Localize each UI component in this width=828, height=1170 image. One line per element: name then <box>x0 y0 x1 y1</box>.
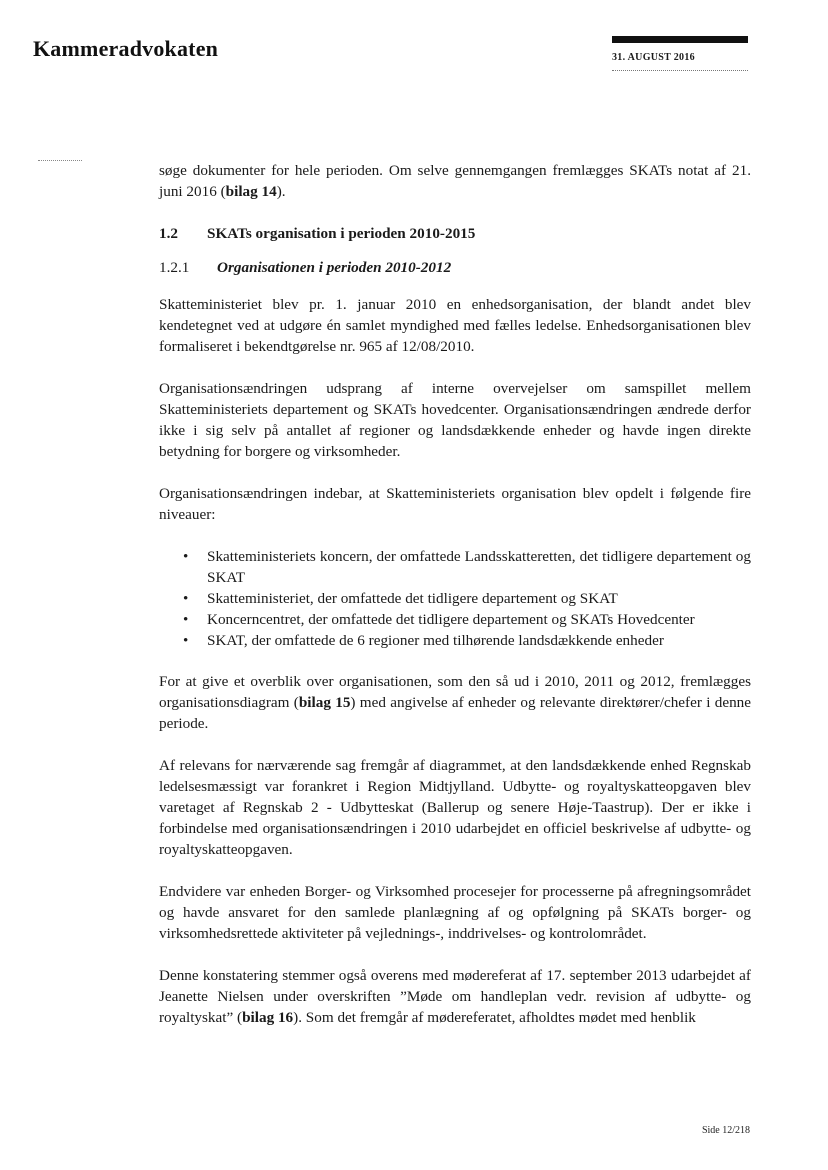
date-divider <box>612 70 748 71</box>
paragraph-7: Denne konstatering stemmer også overens med mødereferat af 17. september 2013 udarbejdet af Jeanette Nielsen under overskriften ”Møde om handleplan vedr. revision af udbytte- og royaltyskat” (bilag 16). Som det fremgår af mødereferatet, afholdtes mødet med henblik <box>159 967 751 1026</box>
subsection-title: Organisationen i perioden 2010-2012 <box>217 259 452 276</box>
list-item: • Koncerncentret, der omfattede det tidligere departement og SKATs Hovedcenter <box>159 609 751 630</box>
section-title: SKATs organisation i perioden 2010-2015 <box>207 225 476 242</box>
subsection-number: 1.2.1 <box>159 259 190 276</box>
list-item: • Skatteministeriets koncern, der omfattede Landsskatteretten, det tidligere departement og SKAT <box>159 546 751 588</box>
document-date: 31. AUGUST 2016 <box>612 52 695 63</box>
paragraph-3: Organisationsændringen indebar, at Skatteministeriets organisation blev opdelt i følgende fire niveauer: <box>159 485 751 523</box>
list-item: • SKAT, der omfattede de 6 regioner med tilhørende landsdækkende enheder <box>159 630 751 651</box>
section-heading-1-2 <box>159 223 751 244</box>
paragraph-4: For at give et overblik over organisationen, som den så ud i 2010, 2011 og 2012, fremlægges organisationsdiagram (bilag 15) med angivelse af enheder og relevante direktører/chefer i denne periode. <box>159 673 751 732</box>
company-logo: Kammeradvokaten <box>33 36 219 61</box>
bilag-14-ref: bilag 14 <box>225 183 277 200</box>
paragraph-6: Endvidere var enheden Borger- og Virksomhed procesejer for processerne på afregningsområdet og havde ansvaret for den samlede planlægning af og opfølgning på SKATs borger- og virksomhedsrettede aktiviteter på vejlednings-, inddrivelses- og kontrolområdet. <box>159 883 751 942</box>
bilag-16-ref: bilag 16 <box>242 1009 294 1026</box>
header-date-block <box>612 36 748 71</box>
page-number: Side 12/218 <box>701 1125 750 1136</box>
subsection-heading-1-2-1 <box>159 257 751 278</box>
bilag-15-ref: bilag 15 <box>298 694 351 711</box>
paragraph-2: Organisationsændringen udsprang af interne overvejelser om samspillet mellem Skatteministeriets departement og SKATs hovedcenter. Organisationsændringen ændrede derfor ikke i sig selv på antallet af regioner og landsdækkende enheder og havde ingen direkte betydning for borgere og virksomheder. <box>159 380 751 460</box>
levels-list <box>159 546 751 651</box>
list-item: • Skatteministeriet, der omfattede det tidligere departement og SKAT <box>159 588 751 609</box>
intro-paragraph: søge dokumenter for hele perioden. Om selve gennemgangen fremlægges SKATs notat af 21. juni 2016 (bilag 14). <box>159 162 751 200</box>
paragraph-1: Skatteministeriet blev pr. 1. januar 2010 en enhedsorganisation, der blandt andet blev kendetegnet ved at udgøre én samlet myndighed med fælles ledelse. Enhedsorganisationen blev formaliseret i bekendtgørelse nr. 965 af 12/08/2010. <box>159 296 751 355</box>
margin-divider <box>38 160 82 161</box>
header-bar <box>612 36 748 43</box>
document-body <box>159 160 751 1049</box>
paragraph-5: Af relevans for nærværende sag fremgår af diagrammet, at den landsdækkende enhed Regnskab ledelsesmæssigt var forankret i Region Midtjylland. Udbytte- og royaltyskatteopgaven blev varetaget af Regnskab 2 - Udbytteskat (Ballerup og senere Høje-Taastrup). Der er ikke i forbindelse med organisationsændringen i 2010 udarbejdet en officiel beskrivelse af udbytte- og royaltyskatteopgaven. <box>159 757 751 858</box>
section-number: 1.2 <box>159 225 178 242</box>
